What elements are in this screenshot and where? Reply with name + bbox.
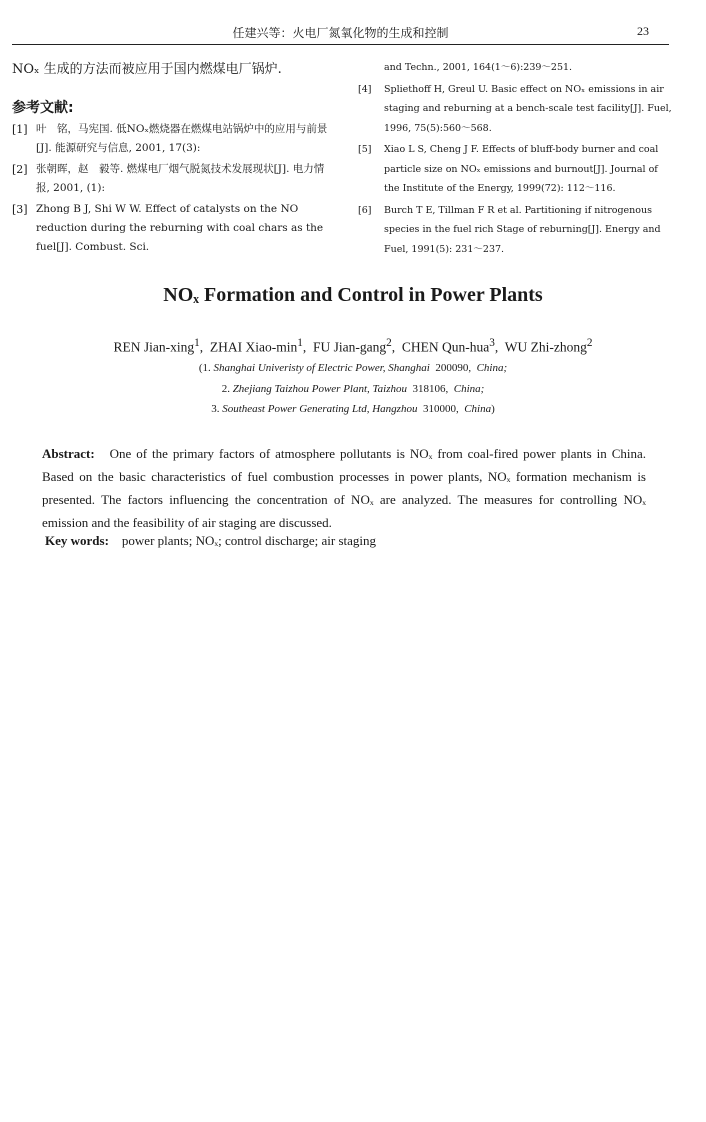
author-affiliation-mark: 1 (194, 337, 200, 349)
reference-number: [4] (358, 83, 372, 95)
reference-text: Burch T E, Tillman F R et al. Partitioning if nitrogenous species in the fuel rich Stage of reburning[J]. Energy and Fuel, 1991(5): 231～237. (384, 204, 661, 255)
affiliation-list (0, 358, 706, 420)
reference-item (358, 80, 672, 139)
author-name: CHEN Qun-hua (401, 339, 490, 355)
reference-item (358, 201, 672, 260)
keywords-label: Key words: (45, 533, 109, 548)
reference-number: [6] (358, 204, 372, 216)
affiliation-org: Shanghai Univeristy of Electric Power, Shanghai (213, 362, 430, 374)
author-affiliation-mark: 1 (297, 337, 303, 349)
affiliation-code: 310000, (422, 403, 459, 415)
affiliation-country: China; (476, 362, 508, 374)
affiliation (0, 379, 706, 400)
page-number: 23 (637, 24, 649, 38)
abstract-label: Abstract: (42, 446, 95, 461)
affiliation-prefix: 3. (211, 403, 223, 415)
keywords-text: power plants; NOₓ; control discharge; air staging (121, 533, 377, 548)
reference-text: 张朝晖，赵 毅等. 燃煤电厂烟气脱氮技术发展现状[J]. 电力情报, 2001, (1): (36, 163, 325, 194)
reference-item (12, 160, 337, 198)
affiliation-org: Zhejiang Taizhou Power Plant, Taizhou (232, 382, 407, 395)
author-name: WU Zhi-zhong (504, 339, 587, 355)
reference-text: Xiao L S, Cheng J F. Effects of bluff-body burner and coal particle size on NOₓ emissions and burnout[J]. Journal of the Institute of the Energy, 1999(72): 112～116. (384, 144, 659, 194)
reference-number: [5] (358, 144, 372, 155)
author-affiliation-mark: 2 (386, 337, 392, 349)
affiliation (0, 399, 706, 420)
reference-item (12, 120, 337, 158)
affiliation (0, 358, 706, 379)
header-title: 任建兴等：火电厂氮氧化物的生成和控制 (232, 26, 449, 40)
reference-item (12, 200, 337, 257)
right-column (358, 58, 672, 261)
affiliation-org: Southeast Power Generating Ltd, Hangzhou (222, 403, 418, 415)
author-name: REN Jian-xing (113, 339, 195, 355)
affiliation-code: 200090, (435, 362, 472, 374)
references-heading: 参考文献: (12, 100, 74, 116)
english-title: NOₓ Formation and Control in Power Plants (163, 284, 543, 306)
affiliation-prefix: 2. (221, 382, 233, 395)
left-column (12, 60, 337, 259)
keywords (45, 533, 376, 549)
author-name: FU Jian-gang (312, 339, 387, 355)
body-continuation: NOₓ 生成的方法而被应用于国内燃煤电厂锅炉. (12, 62, 282, 77)
author-list: REN Jian-xing$^1$, ZHAI Xiao-$\min^1$, FU Jian-gang$^2$, CHEN Qun-hua$^3$, WU Zhi-zhong$^2$ (113, 337, 593, 355)
reference-item (358, 140, 672, 199)
affiliation-suffix: ) (491, 403, 495, 415)
abstract (42, 442, 646, 534)
author-name: ZHAI Xiao-min (209, 339, 298, 355)
reference-number: [2] (12, 163, 28, 176)
reference-number: [1] (12, 123, 28, 136)
reference-continuation: and Techn., 2001, 164(1～6):239～251. (384, 62, 573, 73)
reference-number: [3] (12, 203, 28, 216)
affiliation-country: China (464, 403, 492, 415)
reference-text: Spliethoff H, Greul U. Basic effect on NOₓ emissions in air staging and reburning at a bench-scale test facility[J]. Fuel, 1996, 75(5):560～568. (384, 83, 672, 134)
running-header (12, 22, 669, 45)
author-affiliation-mark: 2 (586, 337, 593, 349)
reference-text: Zhong B J, Shi W W. Effect of catalysts on the NO reduction during the reburning with coal chars as the fuel[J]. Combust. Sci. (36, 203, 324, 253)
reference-text: 叶 铭，马宪国. 低NOₓ燃烧器在燃煤电站锅炉中的应用与前景[J]. 能源研究与信息, 2001, 17(3): (36, 123, 328, 154)
abstract-text: One of the primary factors of atmosphere pollutants is NOₓ from coal-fired power plants in China. Based on the basic characteristics of fuel combustion processes in power plants, NOₓ formation mechanism is presented. The factors influencing the concentration of NOₓ are analyzed. The measures for controlling NOₓ emission and the feasibility of air staging are discussed. (42, 446, 646, 530)
affiliation-code: 318106, (412, 382, 449, 395)
affiliation-country: China; (453, 382, 485, 395)
author-affiliation-mark: 3 (489, 337, 495, 349)
affiliation-prefix: (1. (198, 362, 214, 374)
